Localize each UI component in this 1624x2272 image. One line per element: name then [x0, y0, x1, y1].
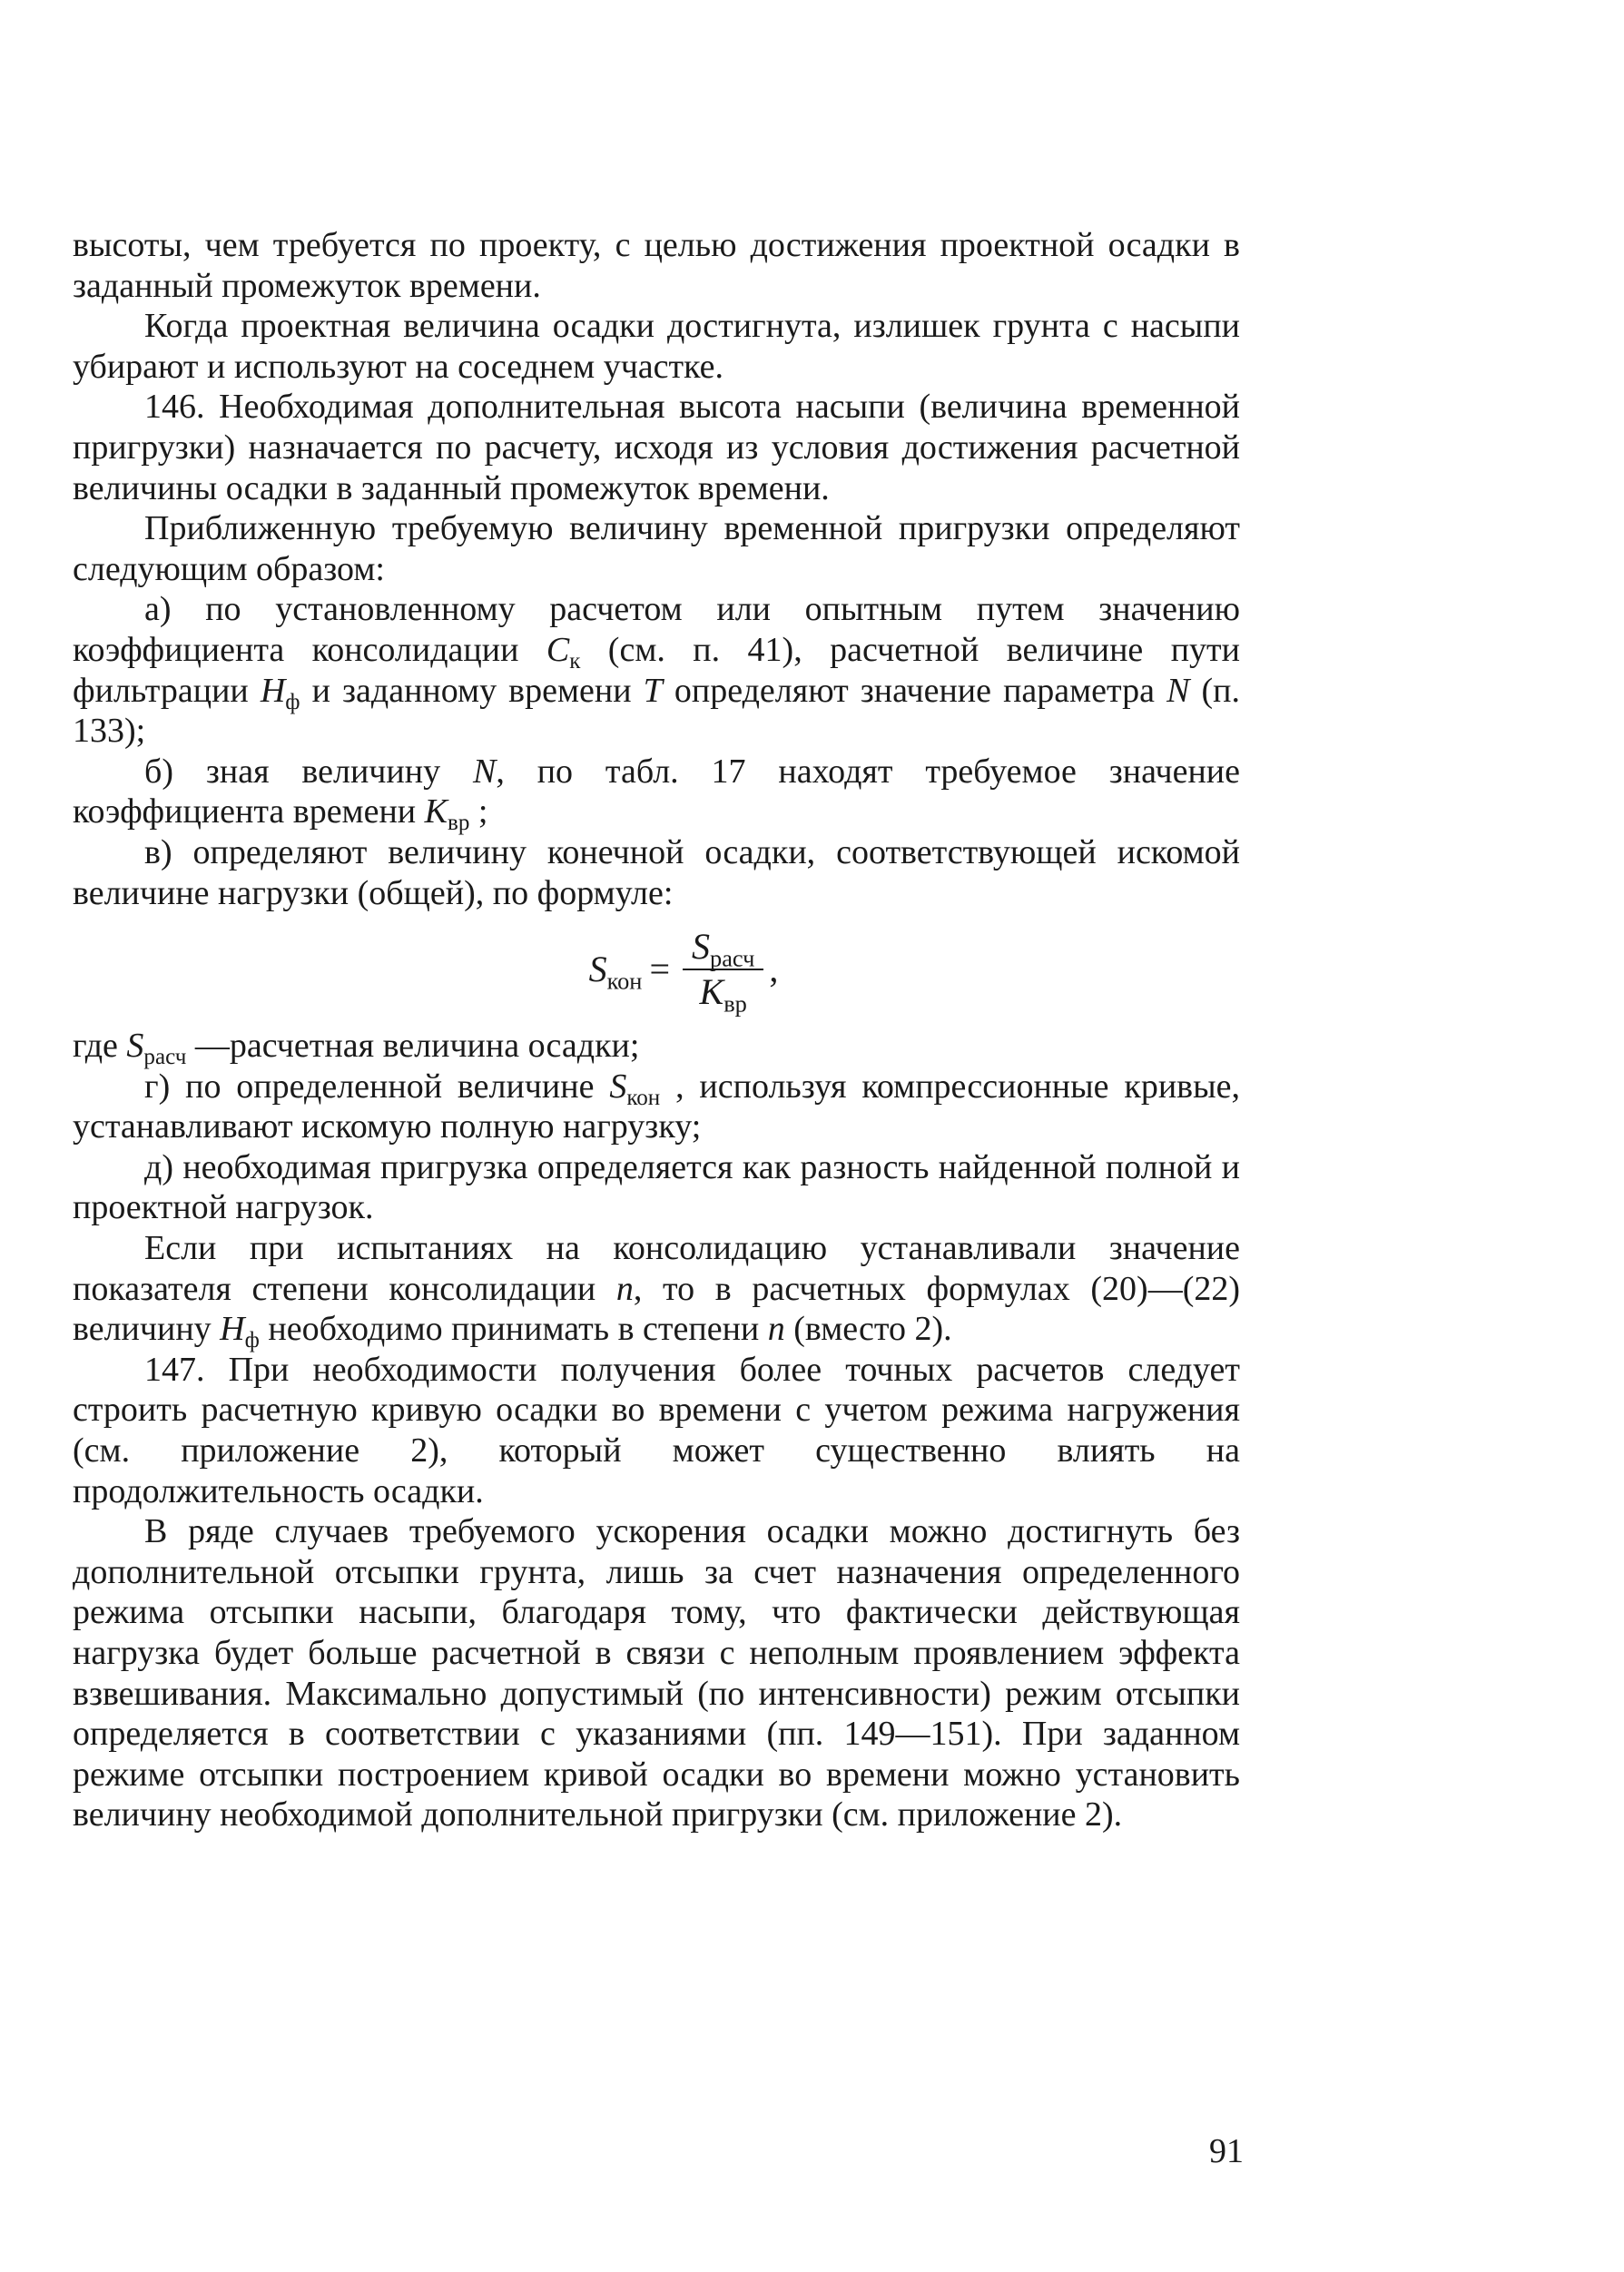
formula-numerator — [683, 927, 763, 971]
paragraph-surplus-removal: Когда проектная величина осадки достигнута, излишек грунта с насыпи убирают и используют на соседнем участке. — [73, 307, 1240, 386]
body-text — [73, 225, 1240, 1835]
list-item-d: д) необходимая пригрузка определяется как разность найденной полной и проектной нагрузок. — [73, 1147, 1240, 1227]
formula-lhs-var: S — [588, 948, 607, 989]
consolidation-text-1: Если при испытаниях на консолидацию устанавливали значение показателя степени консолидации — [73, 1229, 1240, 1308]
list-item-a — [73, 589, 1240, 751]
item-a-text-3: и заданному времени — [300, 671, 632, 710]
formula-den-var: K — [699, 971, 724, 1013]
symbol-s: S — [126, 1027, 144, 1066]
consolidation-text-4: (вместо 2). — [784, 1310, 952, 1349]
paragraph-147: 147. При необходимости получения более точных расчетов следует строить расчетную кривую осадки во времени с учетом режима нагружения (см. приложение 2), который может существенно влиять на продолжительность осадки. — [73, 1350, 1240, 1510]
symbol-n: N — [472, 752, 497, 791]
formula-comma: , — [769, 948, 779, 989]
page-number: 91 — [1209, 2132, 1244, 2170]
symbol-s: S — [609, 1067, 627, 1106]
symbol-h: H — [260, 671, 286, 710]
item-a-text-4: определяют значение параметра — [662, 671, 1155, 710]
where-text-2: —расчетная величина осадки; — [186, 1027, 640, 1066]
item-g-text-1: г) по определенной величине — [144, 1067, 595, 1106]
formula-denominator — [691, 970, 756, 1018]
item-g-text-2: , используя компрессионные кривые, устанавливают искомую полную нагрузку; — [73, 1067, 1241, 1146]
where-text-1: где — [73, 1027, 118, 1066]
formula-lhs-sub: кон — [606, 967, 643, 995]
subscript-k: к — [569, 648, 581, 674]
subscript-f: ф — [244, 1328, 260, 1353]
list-item-b — [73, 752, 1241, 836]
symbol-k: K — [424, 792, 448, 831]
formula-den-sub: вр — [723, 989, 747, 1018]
paragraph-loading-regime: В ряде случаев требуемого ускорения осадки можно достигнуть без дополнительной отсыпки грунта, лишь за счет назначения определенного режима отсыпки насыпи, благодаря тому, что фактически действующая нагрузка будет больше расчетной в связи с неполным проявлением эффекта взвешивания. Максимально допустимый (по интенсивности) режим отсыпки определяется в соответствии с указаниями (пп. 149—151). При заданном режиме отсыпки построением кривой осадки во времени можно установить величину необходимой дополнительной пригрузки (см. приложение 2). — [73, 1512, 1240, 1834]
paragraph-consolidation-exponent — [73, 1228, 1241, 1353]
subscript-kon: кон — [626, 1085, 661, 1110]
paragraph-continuation: высоты, чем требуется по проекту, с целью достижения проектной осадки в заданный промежуток времени. — [73, 226, 1240, 305]
paragraph-method-intro: Приближенную требуемую величину временной пригрузки определяют следующим образом: — [73, 509, 1240, 588]
item-a-text-5: (п. 133); — [73, 671, 1241, 751]
item-a-text-1: а) по установленному расчетом или опытным путем значению коэффициента консолидации — [73, 590, 1240, 669]
formula-num-sub: расч — [710, 943, 755, 971]
formula-lhs — [588, 948, 643, 995]
consolidation-text-3: необходимо принимать в степени — [259, 1310, 760, 1349]
formula-fraction — [683, 925, 763, 1018]
formula-where-line — [73, 1026, 1240, 1070]
list-item-v: в) определяют величину конечной осадки, соответствующей искомой величине нагрузки (общей), по формуле: — [73, 832, 1240, 912]
subscript-rasch: расч — [143, 1045, 187, 1070]
formula-equals: = — [649, 948, 670, 989]
symbol-n-lower: n — [615, 1269, 634, 1308]
paragraph-146: 146. Необходимая дополнительная высота насыпи (величина временной пригрузки) назначается по расчету, исходя из условия достижения расчетной величины осадки в заданный промежуток времени. — [73, 388, 1240, 507]
formula-num-var: S — [692, 925, 710, 967]
symbol-t: T — [643, 671, 663, 710]
item-b-text-3: ; — [469, 792, 488, 831]
subscript-vr: вр — [448, 811, 470, 836]
consolidation-text-2: , то в расчетных формулах (20)—(22) величину — [73, 1269, 1241, 1349]
item-b-text-2: , по табл. 17 находят требуемое значение коэффициента времени — [73, 752, 1241, 831]
item-b-text-1: б) зная величину — [144, 752, 441, 791]
item-a-text-2: (см. п. 41), расчетной величине пути фильтрации — [73, 630, 1240, 710]
symbol-h: H — [220, 1310, 245, 1349]
settlement-formula — [73, 913, 1240, 1026]
symbol-n: N — [1166, 671, 1190, 710]
subscript-f: ф — [285, 689, 300, 714]
symbol-n-lower: n — [767, 1310, 785, 1349]
symbol-c: C — [546, 630, 570, 669]
list-item-g — [73, 1067, 1240, 1147]
